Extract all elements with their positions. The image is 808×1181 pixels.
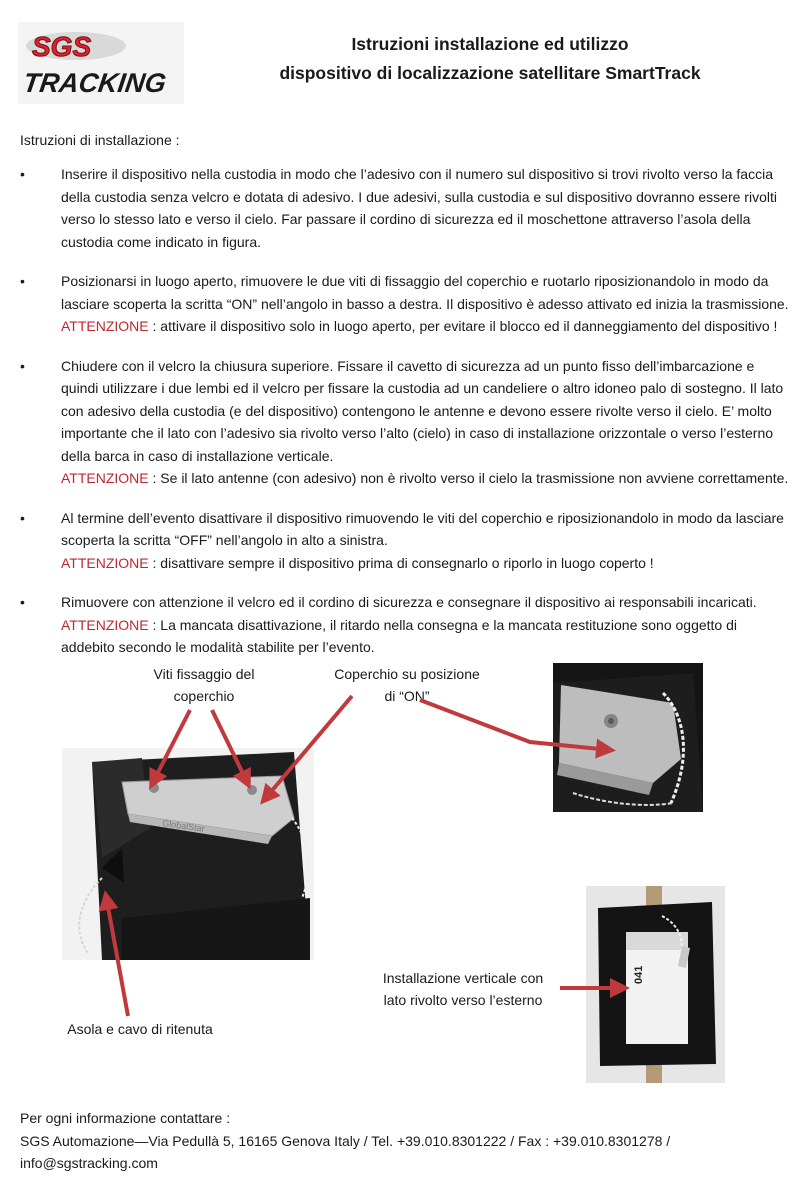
caption-cover-on bbox=[328, 663, 486, 707]
warning-text: : La mancata disattivazione, il ritardo nella consegna e la mancata restituzione sono oggetto di addebito secondo le modalità stabilite per l’evento. bbox=[61, 616, 737, 655]
caption-vertical-line-2: lato rivolto verso l’esterno bbox=[383, 992, 543, 1008]
caption-cover-screws bbox=[140, 663, 268, 707]
warning-label: ATTENZIONE bbox=[61, 318, 149, 334]
caption-vertical-line-1: Installazione verticale con bbox=[382, 970, 544, 986]
vertical-installation-photo bbox=[586, 886, 725, 1083]
warning-text: : Se il lato antenne (con adesivo) non è rivolto verso il cielo la trasmissione non avviene correttamente. bbox=[148, 470, 789, 486]
bullet: • bbox=[20, 357, 25, 374]
caption-cover-line-1: Coperchio su posizione bbox=[334, 666, 480, 682]
bullet: • bbox=[20, 273, 25, 289]
instruction-text: Al termine dell’evento disattivare il dispositivo rimuovendo le viti del coperchio e riposizionandolo in modo da lasciare scoperta la scritta “OFF” nell’angolo in alto a sinistra. bbox=[61, 509, 784, 548]
title-line-2: dispositivo di localizzazione satellitare SmartTrack bbox=[279, 63, 701, 83]
device-brand-text: GlobalStar bbox=[161, 818, 206, 834]
instruction-item bbox=[20, 163, 792, 253]
warning-text: : attivare il dispositivo solo in luogo aperto, per evitare il blocco ed il danneggiamento del dispositivo ! bbox=[148, 318, 778, 334]
bullet: • bbox=[20, 509, 25, 526]
warning-label: ATTENZIONE bbox=[61, 616, 149, 633]
page-title bbox=[190, 30, 790, 88]
caption-screws-line-1: Viti fissaggio del bbox=[153, 666, 255, 682]
cover-on-photo bbox=[553, 663, 703, 812]
instruction-item bbox=[20, 507, 792, 575]
installation-intro: Istruzioni di installazione : bbox=[20, 132, 180, 148]
caption-loop-cable bbox=[50, 1018, 230, 1040]
warning-label: ATTENZIONE bbox=[61, 554, 149, 571]
caption-cover-line-2: di “ON” bbox=[384, 688, 430, 704]
instruction-item bbox=[20, 355, 792, 490]
tag-number-text: 041 bbox=[633, 965, 645, 984]
logo-tracking-text: TRACKING bbox=[21, 67, 169, 98]
warning-text: : disattivare sempre il dispositivo prima di consegnarlo o riporlo in luogo coperto ! bbox=[148, 554, 654, 571]
caption-screws-line-2: coperchio bbox=[173, 688, 235, 704]
warning-label: ATTENZIONE bbox=[61, 470, 149, 486]
sgs-tracking-logo bbox=[18, 22, 184, 104]
instruction-text: Chiudere con il velcro la chiusura superiore. Fissare il cavetto di sicurezza ad un punto fisso dell’imbarcazione e quindi utilizzare i due lembi ed il velcro per fissare la custodia ad un candeliere o altro idoneo palo di sostegno. Il lato con adesivo della custodia (e del dispositivo) contengono le antenne e devono essere rivolte verso il cielo. E’ molto importante che il lato con l’adesivo sia rivolto verso l’alto (cielo) in caso di installazione orizzontale o verso l’esterno della barca in caso di installazione verticale. bbox=[61, 357, 784, 464]
instruction-text: Posizionarsi in luogo aperto, rimuovere le due viti di fissaggio del coperchio e ruotarlo riposizionandolo in modo da lasciare scoperta la scritta “ON” nell’angolo in basso a destra. Il dispositivo è adesso attivato ed inizia la trasmissione. bbox=[61, 273, 789, 312]
instruction-item bbox=[20, 591, 792, 659]
contact-footer bbox=[20, 1107, 808, 1175]
title-line-1: Istruzioni installazione ed utilizzo bbox=[351, 34, 629, 54]
instruction-text: Inserire il dispositivo nella custodia in modo che l’adesivo con il numero sul dispositivo si trovi rivolto verso la faccia della custodia senza velcro e dotata di adesivo. I due adesivi, sulla custodia e sul dispositivo dovranno essere rivolti verso lo stesso lato e verso il cielo. Far passare il cordino di sicurezza ed il moschettone attraverso l’asola della custodia come indicato in figura. bbox=[61, 166, 777, 250]
instruction-text: Rimuovere con attenzione il velcro ed il cordino di sicurezza e consegnare il dispositivo ai responsabili incaricati. bbox=[61, 594, 757, 610]
caption-loop-text: Asola e cavo di ritenuta bbox=[67, 1021, 213, 1037]
pouch-device-photo bbox=[62, 748, 314, 960]
instruction-list bbox=[20, 163, 792, 676]
instruction-item bbox=[20, 270, 792, 338]
footer-line-1: Per ogni informazione contattare : bbox=[20, 1110, 231, 1126]
bullet: • bbox=[20, 166, 25, 182]
logo-sgs-text: SGS bbox=[32, 31, 92, 62]
caption-vertical-install bbox=[368, 967, 558, 1011]
footer-contact-details: SGS Automazione—Via Pedullà 5, 16165 Genova Italy / Tel. +39.010.8301222 / Fax : +39.010.8301278 / info@sgstracking.com bbox=[20, 1132, 671, 1171]
bullet: • bbox=[20, 594, 25, 610]
